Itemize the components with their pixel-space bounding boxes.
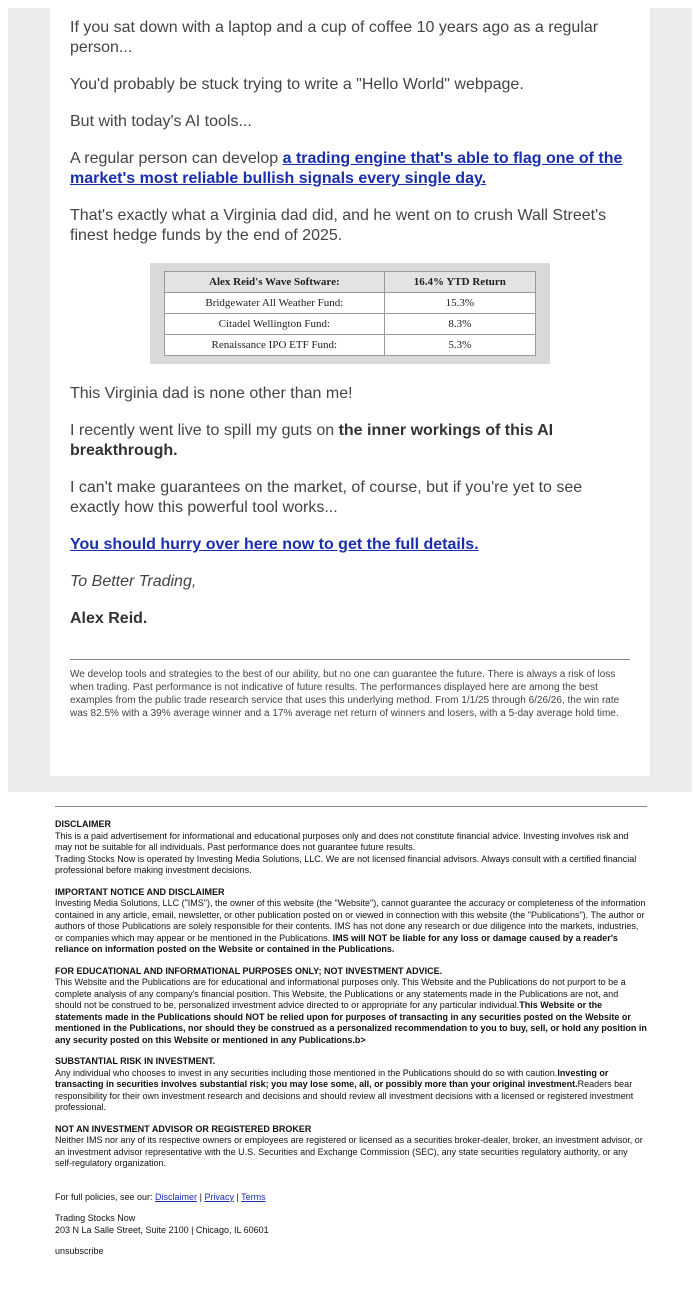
paragraph-virginia-dad: That's exactly what a Virginia dad did, and he went on to crush Wall Street's finest hedge funds by the end of 2025. (70, 207, 607, 244)
table-row (165, 314, 536, 335)
paragraph-intro: If you sat down with a laptop and a cup of coffee 10 years ago as a regular person... (70, 19, 599, 56)
important-notice-bold: IMS will NOT be liable for any loss or damage caused by a reader's reliance on information posted on the Website or contained in the Publications. (55, 932, 618, 954)
paragraph-went-live-bold: the inner workings of this AI breakthrough. (70, 422, 554, 459)
email-background (8, 8, 692, 792)
unsubscribe-link[interactable]: unsubscribe (55, 1246, 104, 1256)
email-card (50, 8, 650, 776)
educational-section (55, 966, 647, 1047)
educational-bold: This Website or the statements made in the Publications should NOT be relied upon for purposes of transacting in any securities posted on the Website or mentioned in the Publications, nor should they be construed as a personalized recommendation to you to buy, sell, or hold any position in any security posted on this Website or mentioned in any Publications.b> (55, 1000, 647, 1045)
educational-text (55, 977, 647, 1046)
closing-line: To Better Trading, (70, 573, 197, 590)
policies-prefix: For full policies, see our: (55, 1191, 156, 1202)
header-cell-software: Alex Reid's Wave Software: (165, 272, 385, 293)
footer-divider (55, 806, 647, 807)
educational-body: This Website and the Publications are for educational and informational purposes only. This Website and the Publications do not purport to be a complete analysis of any company's financial position. This Website, the Publications or any statements made in the Publications are not, and should not be construed to be, personalized investment advice directed to or appropriate for any particular individual. (55, 977, 626, 1010)
policies-line (55, 1192, 647, 1204)
street-address: 203 N La Salle Street, Suite 2100 | Chicago, IL 60601 (55, 1224, 269, 1235)
disclaimer-text: This is a paid advertisement for informational and educational purposes only and does not constitute financial advice. Investing involves risk and may not be suitable for all individuals. Past performance does not guarantee future results. (55, 830, 629, 852)
article-body (70, 18, 630, 720)
performance-table (164, 271, 536, 356)
advisor-title: NOT AN INVESTMENT ADVISOR OR REGISTERED BROKER (55, 1123, 312, 1134)
risk-section (55, 1056, 647, 1114)
cta-link[interactable]: You should hurry over here now to get the full details. (70, 536, 479, 553)
signature: Alex Reid. (70, 610, 148, 627)
paragraph-trading-engine (70, 149, 630, 189)
educational-title: FOR EDUCATIONAL AND INFORMATIONAL PURPOSES ONLY; NOT INVESTMENT ADVICE. (55, 965, 443, 976)
risk-title: SUBSTANTIAL RISK IN INVESTMENT. (55, 1056, 216, 1066)
fund-name-cell: Citadel Wellington Fund: (165, 314, 385, 335)
separator: | (236, 1191, 239, 1202)
privacy-link[interactable]: Privacy (204, 1191, 234, 1202)
fund-return-cell: 5.3% (384, 335, 535, 356)
advisor-text: Neither IMS nor any of its respective owners or employees are registered or licensed as a securities broker-dealer, broker, an investment advisor, or an investment advisor representative with the U.S. Securities and Exchange Commission (SEC), any state securities regulatory authority, or any self-regulatory organization. (55, 1135, 643, 1168)
paragraph-went-live-prefix: I recently went live to spill my guts on (70, 422, 339, 439)
terms-link[interactable]: Terms (241, 1191, 266, 1202)
performance-table-frame (150, 263, 550, 364)
disclaimer-text-operator: Trading Stocks Now is operated by Investing Media Solutions, LLC. We are not licensed financial advisors. Always consult with a certified financial professional before making investment decisions. (55, 853, 637, 875)
paragraph-ai-tools: But with today's AI tools... (70, 113, 252, 130)
fund-return-cell: 8.3% (384, 314, 535, 335)
legal-footer (55, 806, 647, 1258)
disclaimer-title: DISCLAIMER (55, 819, 111, 829)
table-row (165, 335, 536, 356)
important-notice-body: Investing Media Solutions, LLC ("IMS"), the owner of this website (the "Website"), cannot guarantee the accuracy or completeness of the information contained in any article, email, newsletter, or other publication posted on or viewed in connection with this website (the "Publications"). The author or authors of those Publications are solely responsible for their contents. IMS has not done any research or due diligence into the markets, industries, or companies which may appear or be mentioned in the Publications. (55, 898, 646, 943)
fund-name-cell: Renaissance IPO ETF Fund: (165, 335, 385, 356)
table-row (165, 293, 536, 314)
performance-table-header (165, 272, 536, 293)
disclaimer-link[interactable]: Disclaimer (155, 1191, 198, 1202)
important-notice-title: IMPORTANT NOTICE AND DISCLAIMER (55, 886, 225, 897)
risk-text (55, 1068, 647, 1114)
important-notice-text (55, 898, 647, 956)
fund-return-cell: 15.3% (384, 293, 535, 314)
disclaimer-section (55, 819, 647, 877)
advisor-section (55, 1124, 647, 1170)
fund-name-cell: Bridgewater All Weather Fund: (165, 293, 385, 314)
separator: | (199, 1191, 202, 1202)
divider (70, 659, 630, 660)
performance-disclaimer: We develop tools and strategies to the best of our ability, but no one can guarantee the future. There is always a risk of loss when trading. Past performance is not indicative of future results. The performances displayed here are among the best examples from the public trade research service that uses this underlying method. From 1/1/25 through 6/26/26, the win rate was 82.5% with a 39% average winner and a 17% average net return of winners and losers, with a 5-day average hold time. (70, 669, 620, 719)
company-address (55, 1213, 647, 1236)
paragraph-hello-world: You'd probably be stuck trying to write a "Hello World" webpage. (70, 76, 524, 93)
important-notice-section (55, 887, 647, 956)
paragraph-trading-engine-prefix: A regular person can develop (70, 150, 283, 167)
paragraph-went-live (70, 421, 630, 461)
company-name: Trading Stocks Now (55, 1213, 136, 1223)
paragraph-cta (70, 535, 630, 555)
trading-engine-link[interactable]: a trading engine that's able to flag one of the market's most reliable bullish signals every single day. (70, 150, 623, 187)
paragraph-its-me: This Virginia dad is none other than me! (70, 385, 353, 402)
risk-body: Any individual who chooses to invest in any securities including those mentioned in the Publications should do so with caution. (55, 1067, 558, 1078)
risk-body-end: Readers bear responsibility for their own investment research and decisions and should review all investment decisions with a licensed or registered investment professional. (55, 1079, 634, 1112)
header-cell-return: 16.4% YTD Return (384, 272, 535, 293)
risk-bold: Investing or transacting in securities involves substantial risk; you may lose some, all, or possibly more than your original investment. (55, 1067, 609, 1089)
paragraph-guarantees: I can't make guarantees on the market, of course, but if you're yet to see exactly how this powerful tool works... (70, 479, 583, 516)
